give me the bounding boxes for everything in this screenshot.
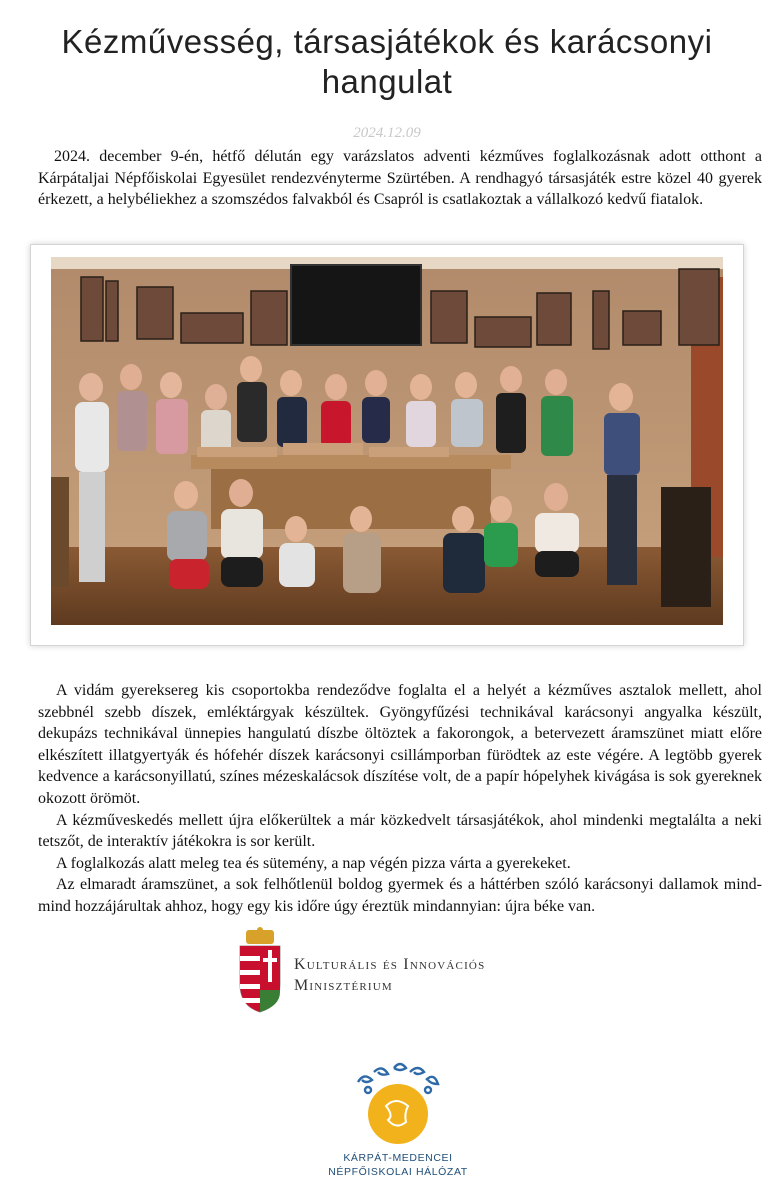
network-logo <box>318 1060 478 1190</box>
body-paragraph-3: A foglalkozás alatt meleg tea és sütemény, a nap végén pizza várta a gyerekeket. <box>56 854 571 872</box>
photo-frame <box>30 244 744 646</box>
page-title: Kézművesség, társasjátékok és karácsonyi hangulat <box>61 23 713 100</box>
lead-text: 2024. december 9-én, hétfő délután egy varázslatos adventi kézműves foglalkozásnak adott otthont a Kárpátaljai Népfőiskolai Egyesület rendezvényterme Szürtében. A rendhagyó társasjáték estre közel 40 gyerek érkezett, a helybéliekhez a szomszédos falvakból és Csapról is csatlakoztak a vállalkozó kedvű fiatalok. <box>38 148 762 208</box>
ministry-logo <box>236 926 566 1016</box>
ministry-name <box>294 954 574 996</box>
ministry-name-line2: Minisztérium <box>294 977 393 994</box>
article-body <box>38 680 762 918</box>
group-photo-illustration <box>51 257 723 625</box>
body-paragraph-1: A vidám gyereksereg kis csoportokba rendeződve foglalta el a helyét a kézműves asztalok mellett, ahol szebbnél szebb díszek, emléktárgyak készültek. Gyöngyfűzési technikával karácsonyi angyalka készült, dekupázs technikával ünnepies hangulatú díszbe öltöztek a fakorongok, a betervezett áramszünet miatt előre elkészített illatgyertyák és hófehér díszek karácsonyi csillámporban fürödtek az este végére. A legtöbb gyerek kedvence a karácsonyillatú, színes mézeskalácsok díszítése volt, de a papír hópelyhek kivágása is sok gyereknek okozott örömöt. <box>38 682 762 807</box>
network-emblem-icon <box>338 1060 458 1152</box>
body-paragraph-4: Az elmaradt áramszünet, a sok felhőtlenül boldog gyermek és a háttérben szóló karácsonyi dallamok mind-mind hozzájárultak ahhoz, hogy egy kis időre úgy éreztük mindannyian: újra béke van. <box>38 876 762 915</box>
network-name-line1: KÁRPÁT-MEDENCEI <box>343 1152 453 1164</box>
body-paragraph-2: A kézműveskedés mellett újra előkerültek a már közkedvelt társasjátékok, ahol mindenki megtalálta a neki tetszőt, de interaktív játékokra is sor került. <box>38 811 762 851</box>
lead-paragraph <box>38 146 762 211</box>
group-photo <box>51 257 723 625</box>
ministry-name-line1: Kulturális és Innovációs <box>294 956 486 973</box>
publish-date: 2024.12.09 <box>353 125 421 141</box>
hungarian-coat-of-arms-icon <box>236 926 284 1016</box>
network-name-line2: NÉPFŐISKOLAI HÁLÓZAT <box>328 1166 468 1178</box>
